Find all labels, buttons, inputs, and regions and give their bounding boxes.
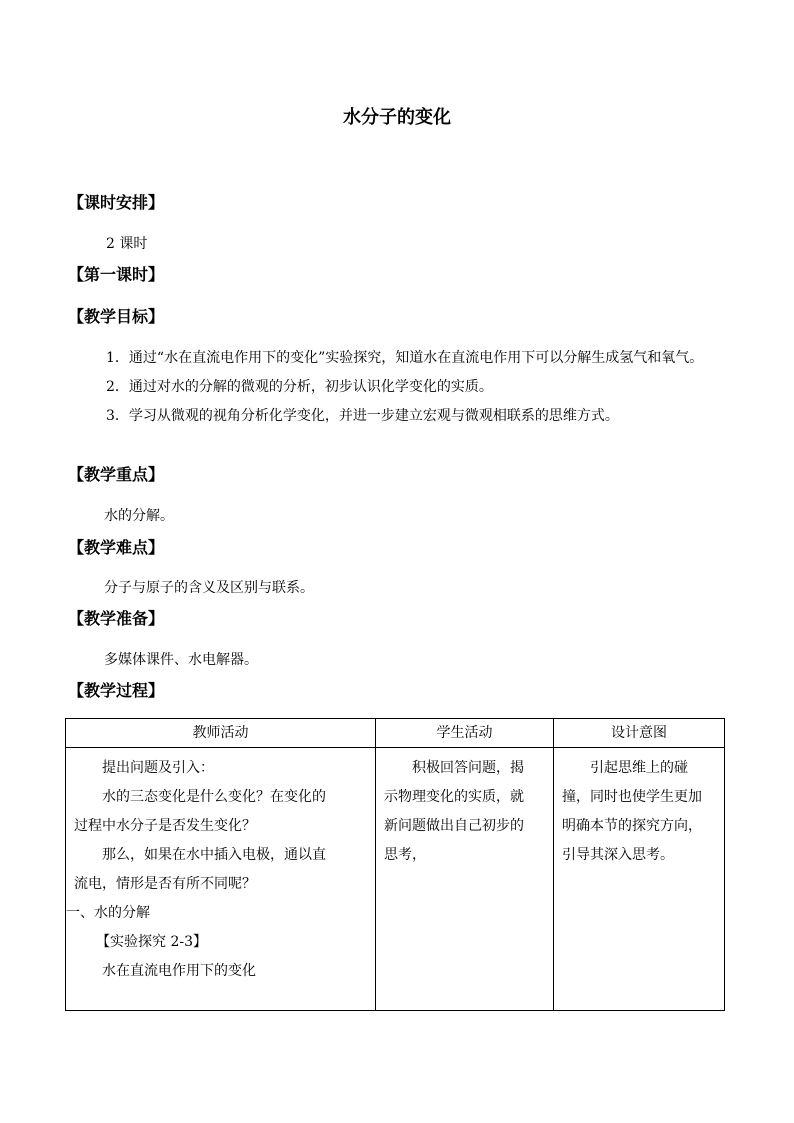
student-activity-cell (376, 748, 554, 1011)
difficulties-heading: 【教学难点】 (68, 538, 165, 557)
student-line: 思考， (384, 847, 426, 863)
preparation-heading: 【教学准备】 (68, 609, 165, 628)
teacher-section-title: 一、水的分解 (66, 905, 150, 921)
process-table (65, 718, 725, 1011)
teacher-line: 流电，情形是否有所不同呢？ (74, 876, 256, 892)
process-heading: 【教学过程】 (68, 681, 165, 700)
design-line: 引起思维上的碰 (590, 760, 688, 776)
student-line: 示物理变化的实质，就 (384, 789, 524, 805)
student-line: 新问题做出自己初步的 (384, 818, 524, 834)
teacher-line: 提出问题及引入： (102, 760, 214, 776)
page-title: 水分子的变化 (343, 107, 451, 128)
key-points-content: 水的分解。 (104, 508, 174, 524)
preparation-content: 多媒体课件、水电解器。 (104, 652, 258, 668)
first-lesson-heading: 【第一课时】 (68, 265, 165, 284)
teacher-experiment-label: 【实验探究 2-3】 (96, 934, 207, 950)
header-design-intent: 设计意图 (554, 719, 725, 748)
teacher-line: 水的三态变化是什么变化？在变化的 (102, 789, 326, 805)
objective-item-2: 2．通过对水的分解的微观的分析，初步认识化学变化的实质。 (106, 379, 493, 395)
header-student-activity: 学生活动 (376, 719, 554, 748)
schedule-heading: 【课时安排】 (68, 193, 165, 212)
objectives-heading: 【教学目标】 (68, 307, 165, 326)
header-teacher-activity: 教师活动 (66, 719, 376, 748)
teacher-line: 水在直流电作用下的变化 (102, 963, 256, 979)
table-row (66, 748, 725, 1011)
objective-item-1: 1．通过“水在直流电作用下的变化”实验探究，知道水在直流电作用下可以分解生成氢气和氧气。 (106, 350, 704, 366)
difficulties-content: 分子与原子的含义及区别与联系。 (104, 580, 314, 596)
objectives-list (84, 344, 724, 431)
schedule-content: 2 课时 (106, 236, 148, 252)
key-points-heading: 【教学重点】 (68, 465, 165, 484)
design-line: 引导其深入思考。 (562, 847, 674, 863)
teacher-activity-cell (66, 748, 376, 1011)
teacher-line: 过程中水分子是否发生变化？ (74, 818, 256, 834)
table-header-row (66, 719, 725, 748)
design-line: 撞，同时也使学生更加 (562, 789, 702, 805)
objective-item-3: 3．学习从微观的视角分析化学变化，并进一步建立宏观与微观相联系的思维方式。 (106, 408, 619, 424)
design-intent-cell (554, 748, 725, 1011)
design-line: 明确本节的探究方向， (562, 818, 702, 834)
student-line: 积极回答问题，揭 (412, 760, 524, 776)
teacher-line: 那么，如果在水中插入电极，通以直 (102, 847, 326, 863)
